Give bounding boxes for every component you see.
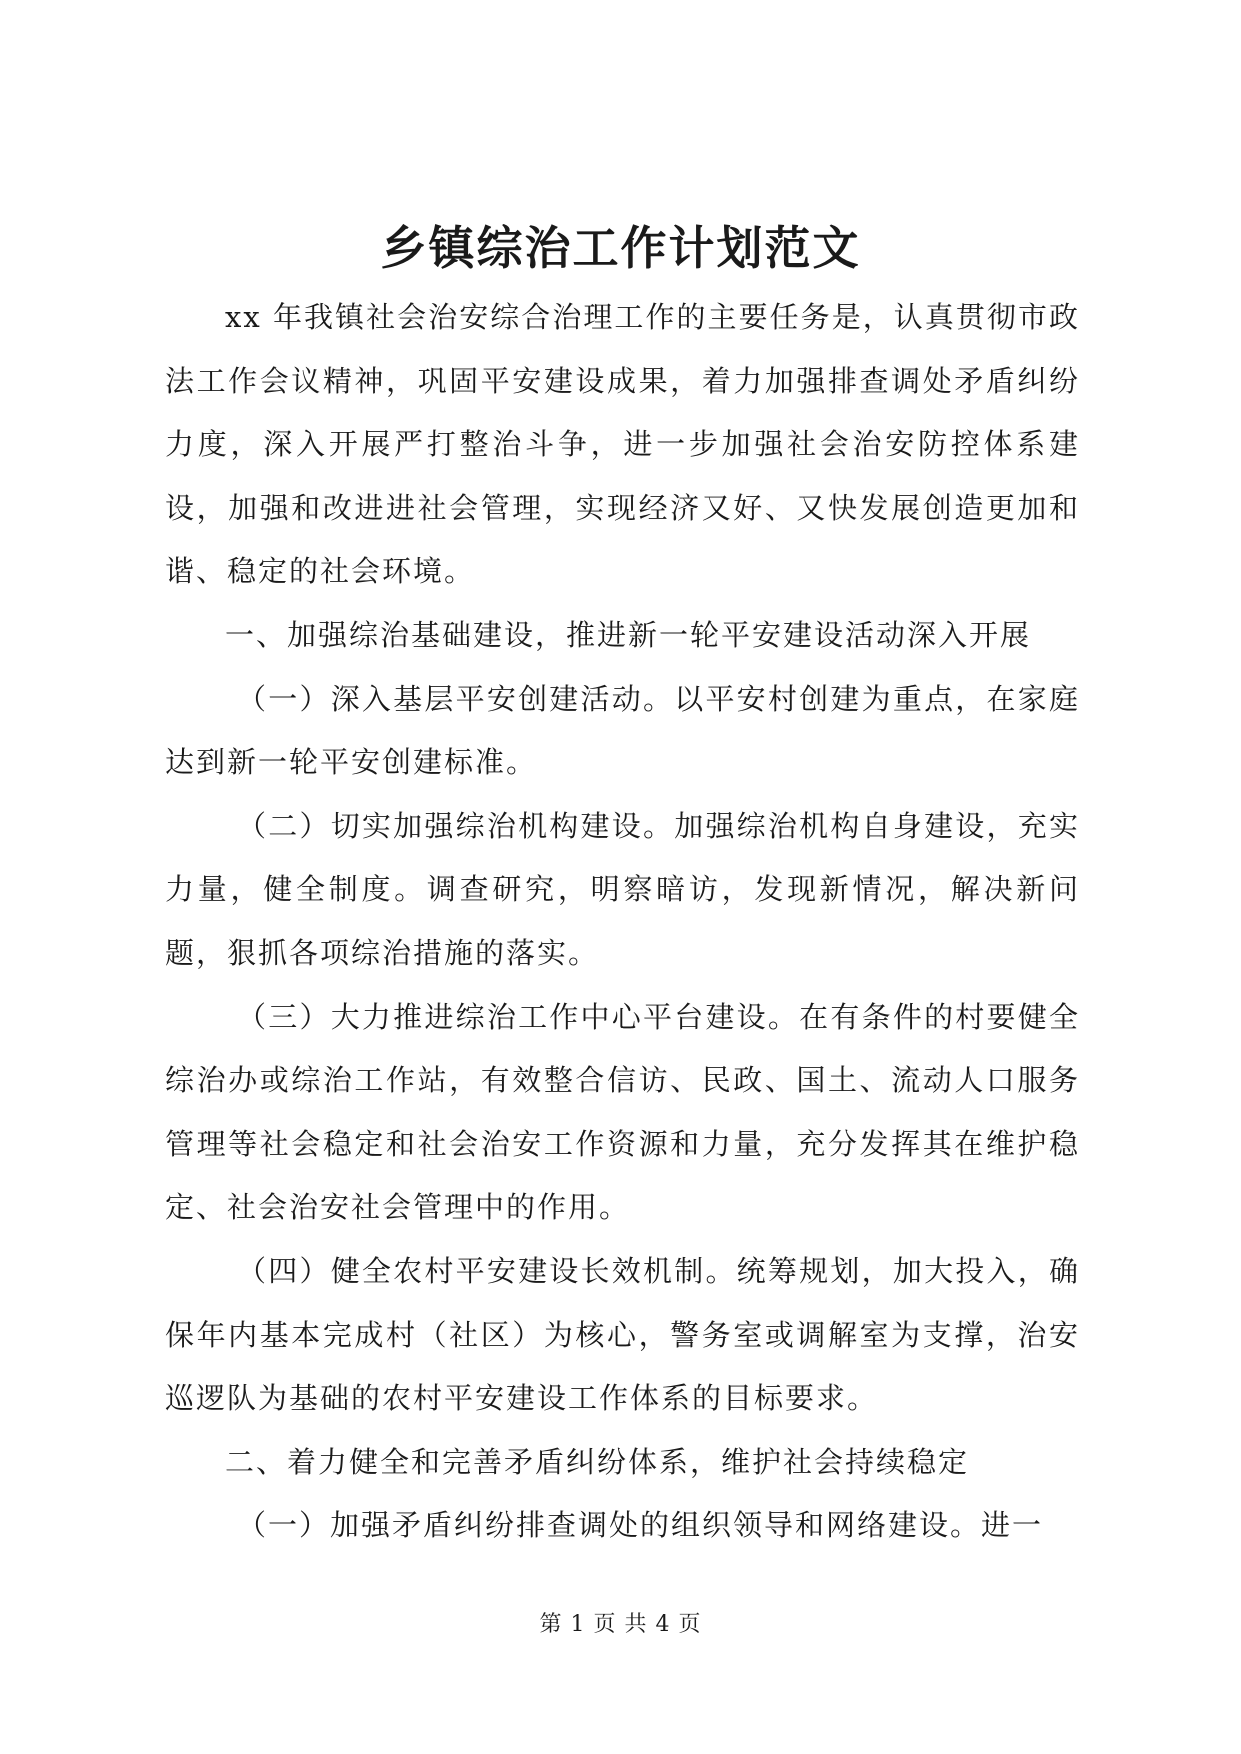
section-heading-1: 一、加强综治基础建设，推进新一轮平安建设活动深入开展 bbox=[225, 617, 1032, 652]
paragraph-item-1-3: （三）大力推进综治工作中心平台建设。在有条件的村要健全综治办或综治工作站，有效整合信访、民政、国土、流动人口服务管理等社会稳定和社会治安工作资源和力量，充分发挥其在维护稳定、社会治安社会管理中的作用。 bbox=[165, 999, 1080, 1225]
paragraph-item-2-1: （一）加强矛盾纠纷排查调处的组织领导和网络建设。进一 bbox=[237, 1508, 1044, 1543]
document-body bbox=[165, 286, 1080, 1558]
paragraph-item-1-2: （二）切实加强综治机构建设。加强综治机构自身建设，充实力量，健全制度。调查研究，明察暗访，发现新情况，解决新问题，狠抓各项综治措施的落实。 bbox=[165, 808, 1080, 970]
page-number-footer: 第 1 页 共 4 页 bbox=[539, 1612, 702, 1637]
paragraph-item-1-4: （四）健全农村平安建设长效机制。统筹规划，加大投入，确保年内基本完成村（社区）为核心，警务室或调解室为支撑，治安巡逻队为基础的农村平安建设工作体系的目标要求。 bbox=[165, 1253, 1080, 1416]
paragraph-item-1-1: （一）深入基层平安创建活动。以平安村创建为重点，在家庭达到新一轮平安创建标准。 bbox=[165, 681, 1080, 780]
section-heading-2: 二、着力健全和完善矛盾纠纷体系，维护社会持续稳定 bbox=[225, 1444, 970, 1479]
paragraph-intro: xx 年我镇社会治安综合治理工作的主要任务是，认真贯彻市政法工作会议精神，巩固平安建设成果，着力加强排查调处矛盾纠纷力度，深入开展严打整治斗争，进一步加强社会治安防控体系建设，加强和改进进社会管理，实现经济又好、又快发展创造更加和谐、稳定的社会环境。 bbox=[165, 300, 1080, 589]
document-title: 乡镇综治工作计划范文 bbox=[380, 221, 861, 275]
